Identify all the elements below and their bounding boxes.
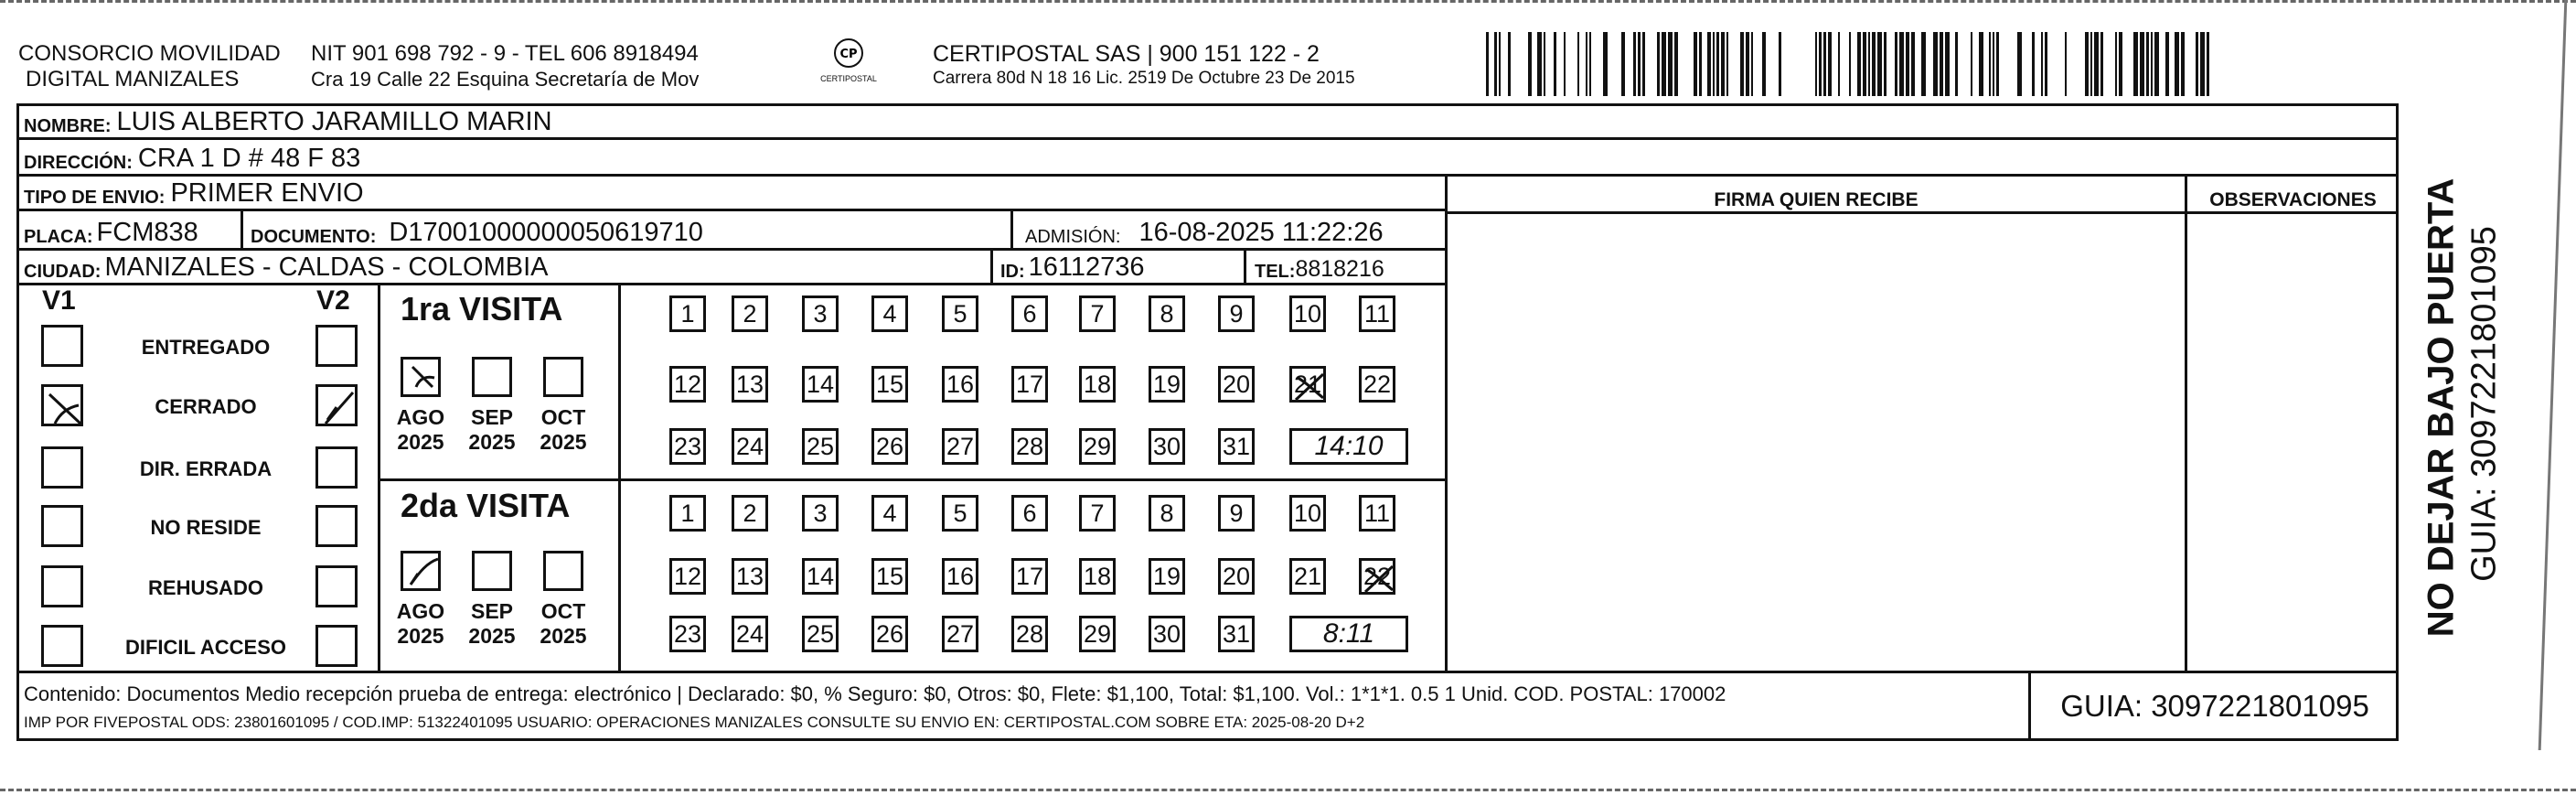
side-guia: GUIA: 3097221801095 <box>2464 226 2504 582</box>
company-name <box>18 41 302 92</box>
placa-value: FCM838 <box>96 218 198 247</box>
day-box[interactable]: 9 <box>1218 495 1255 532</box>
day-box[interactable]: 23 <box>669 616 706 652</box>
day-box[interactable]: 15 <box>871 558 908 595</box>
day-box[interactable]: 27 <box>942 616 978 652</box>
v1-checkbox[interactable] <box>41 565 83 607</box>
direccion-row <box>16 140 2399 177</box>
day-number: 21 <box>1293 370 1322 398</box>
v2-checkbox[interactable] <box>315 446 358 489</box>
nit-block <box>311 41 823 92</box>
month-year: 2025 <box>397 624 444 648</box>
day-box[interactable]: 20 <box>1218 366 1255 403</box>
side-warning: NO DEJAR BAJO PUERTA <box>2421 177 2462 638</box>
v1-label: V1 <box>42 285 76 316</box>
v1-checkbox[interactable] <box>41 625 83 667</box>
day-box[interactable]: 13 <box>732 558 768 595</box>
company-line-1: CONSORCIO MOVILIDAD <box>18 41 281 66</box>
direccion-value: CRA 1 D # 48 F 83 <box>137 144 361 173</box>
id-value: 16112736 <box>1028 252 1145 282</box>
day-box[interactable]: 6 <box>1011 495 1048 532</box>
day-box[interactable]: 24 <box>732 428 768 465</box>
day-box[interactable]: 1 <box>669 295 706 332</box>
day-box[interactable]: 28 <box>1011 428 1048 465</box>
month-name: OCT <box>540 405 586 429</box>
month-checkbox[interactable] <box>401 357 441 397</box>
courier-block <box>933 41 1481 89</box>
month-checkbox[interactable] <box>401 551 441 591</box>
handwritten-mark <box>44 387 86 429</box>
day-box[interactable]: 8 <box>1149 495 1185 532</box>
month-name: AGO <box>396 405 445 429</box>
v1-checkbox[interactable] <box>41 505 83 547</box>
handwritten-mark <box>318 387 360 429</box>
day-box[interactable]: 1 <box>669 495 706 532</box>
month-label <box>393 405 448 455</box>
day-box[interactable]: 15 <box>871 366 908 403</box>
v2-checkbox[interactable] <box>315 565 358 607</box>
bottom-edge <box>0 789 2576 795</box>
top-edge <box>0 0 2576 8</box>
handwritten-mark <box>1362 561 1398 597</box>
day-box[interactable]: 18 <box>1079 366 1116 403</box>
nombre-row <box>16 103 2399 140</box>
admision-label: ADMISIÓN: <box>1025 227 1121 247</box>
day-box[interactable] <box>1359 558 1395 595</box>
day-box[interactable]: 19 <box>1149 558 1185 595</box>
month-name: AGO <box>396 599 445 623</box>
tel-cell <box>1251 248 1384 283</box>
day-box[interactable]: 28 <box>1011 616 1048 652</box>
right-edge <box>2539 0 2568 750</box>
month-checkbox[interactable] <box>472 551 512 591</box>
footer-contenido: Contenido: Documentos Medio recepción prueba de entrega: electrónico | Declarado: $0, % Seguro: $0, Otros: $0, Flete: $1,100, Total: $1,100. Vol.: 1*1*1. 0.5 1 Unid. COD. POSTAL: 170002 <box>24 682 1726 705</box>
day-box[interactable]: 31 <box>1218 428 1255 465</box>
day-box[interactable]: 8 <box>1149 295 1185 332</box>
status-option-label: NO RESIDE <box>150 516 262 539</box>
footer-row <box>16 671 2399 741</box>
handwritten-mark <box>403 553 444 594</box>
visit-2-title: 2da VISITA <box>401 487 571 524</box>
month-checkbox[interactable] <box>472 357 512 397</box>
month-label <box>465 599 519 649</box>
month-label <box>465 405 519 455</box>
day-box[interactable]: 24 <box>732 616 768 652</box>
nit-text: NIT 901 698 792 - 9 - TEL 606 8918494 <box>311 41 699 66</box>
tipo-row <box>16 177 1445 211</box>
day-box[interactable]: 12 <box>669 558 706 595</box>
v2-label: V2 <box>316 285 350 316</box>
courier-address: Carrera 80d N 18 16 Lic. 2519 De Octubre 23 De 2015 <box>933 69 1355 88</box>
id-cell <box>990 248 1246 283</box>
day-box[interactable]: 17 <box>1011 366 1048 403</box>
day-box[interactable]: 14 <box>802 558 839 595</box>
status-option-label: DIR. ERRADA <box>139 457 273 480</box>
footer-guia: GUIA: 3097221801095 <box>2060 688 2369 723</box>
month-year: 2025 <box>468 430 516 454</box>
observaciones-header-text: OBSERVACIONES <box>2209 189 2377 210</box>
month-year: 2025 <box>397 430 444 454</box>
day-box[interactable]: 3 <box>802 295 839 332</box>
observaciones-column <box>2187 177 2399 671</box>
month-label <box>393 599 448 649</box>
day-box[interactable]: 25 <box>802 616 839 652</box>
day-box[interactable]: 16 <box>942 558 978 595</box>
month-year: 2025 <box>468 624 516 648</box>
svg-text:CP: CP <box>839 48 858 61</box>
logo-icon <box>830 37 867 70</box>
day-box[interactable]: 21 <box>1289 558 1326 595</box>
tipo-value: PRIMER ENVIO <box>170 178 364 208</box>
v1-checkbox[interactable] <box>41 325 83 367</box>
day-box[interactable]: 30 <box>1149 428 1185 465</box>
day-box[interactable]: 11 <box>1359 295 1395 332</box>
v1-checkbox[interactable] <box>41 384 83 426</box>
day-box[interactable]: 16 <box>942 366 978 403</box>
day-box[interactable]: 3 <box>802 495 839 532</box>
barcode <box>1486 32 2218 96</box>
month-name: SEP <box>470 405 514 429</box>
certipostal-logo <box>812 37 885 90</box>
v1-checkbox[interactable] <box>41 446 83 489</box>
day-number: 22 <box>1363 562 1392 590</box>
month-checkbox[interactable] <box>543 357 583 397</box>
side-text <box>2405 128 2504 677</box>
day-box[interactable]: 13 <box>732 366 768 403</box>
month-label <box>536 599 591 649</box>
tel-value: 8818216 <box>1295 256 1384 282</box>
handwritten-mark <box>403 360 444 400</box>
day-box[interactable]: 20 <box>1218 558 1255 595</box>
day-box[interactable]: 30 <box>1149 616 1185 652</box>
placa-cell <box>24 211 198 248</box>
placa-row <box>16 211 1445 251</box>
day-box[interactable]: 12 <box>669 366 706 403</box>
observaciones-header <box>2187 177 2399 214</box>
month-name: SEP <box>470 599 514 623</box>
v2-checkbox[interactable] <box>315 505 358 547</box>
footer-imp: IMP POR FIVEPOSTAL ODS: 23801601095 / COD.IMP: 51322401095 USUARIO: OPERACIONES MANIZALES CONSULTE SU ENVIO EN: CERTIPOSTAL.COM SOBRE ETA: 2025-08-20 D+2 <box>24 714 1365 731</box>
day-box[interactable]: 2 <box>732 495 768 532</box>
day-box[interactable]: 4 <box>871 495 908 532</box>
month-checkbox[interactable] <box>543 551 583 591</box>
placa-label: PLACA: <box>24 227 93 247</box>
day-box[interactable]: 29 <box>1079 616 1116 652</box>
documento-cell <box>240 211 1013 248</box>
v2-checkbox[interactable] <box>315 384 358 426</box>
handwritten-mark <box>1292 369 1329 405</box>
day-box[interactable]: 2 <box>732 295 768 332</box>
day-box[interactable]: 22 <box>1359 366 1395 403</box>
day-box[interactable]: 14 <box>802 366 839 403</box>
handwritten-time-box: 14:10 <box>1289 428 1408 465</box>
company-line-2: DIGITAL MANIZALES <box>26 67 240 91</box>
nombre-label: NOMBRE: <box>24 116 112 136</box>
courier-name: CERTIPOSTAL SAS | 900 151 122 - 2 <box>933 41 1320 67</box>
day-box[interactable] <box>1289 366 1326 403</box>
status-option-label: CERRADO <box>155 395 257 418</box>
ciudad-cell <box>24 248 548 283</box>
day-box[interactable]: 29 <box>1079 428 1116 465</box>
day-box[interactable]: 9 <box>1218 295 1255 332</box>
tipo-label: TIPO DE ENVIO: <box>24 188 166 208</box>
day-box[interactable]: 10 <box>1289 295 1326 332</box>
firma-column <box>1445 177 2187 671</box>
firma-header <box>1448 177 2185 214</box>
day-box[interactable]: 5 <box>942 495 978 532</box>
day-box[interactable]: 17 <box>1011 558 1048 595</box>
day-box[interactable]: 11 <box>1359 495 1395 532</box>
documento-label: DOCUMENTO: <box>251 227 377 247</box>
status-option-label: DIFICIL ACCESO <box>124 636 286 659</box>
v2-checkbox[interactable] <box>315 625 358 667</box>
day-box[interactable]: 6 <box>1011 295 1048 332</box>
day-box[interactable]: 19 <box>1149 366 1185 403</box>
day-box[interactable]: 31 <box>1218 616 1255 652</box>
month-year: 2025 <box>540 624 587 648</box>
month-name: OCT <box>540 599 586 623</box>
month-label <box>536 405 591 455</box>
id-label: ID: <box>1000 262 1025 282</box>
direccion-label: DIRECCIÓN: <box>24 153 133 173</box>
day-box[interactable]: 25 <box>802 428 839 465</box>
admision-cell <box>1018 211 1384 248</box>
firma-header-text: FIRMA QUIEN RECIBE <box>1714 189 1919 210</box>
company-address: Cra 19 Calle 22 Esquina Secretaría de Mov <box>311 68 700 91</box>
day-box[interactable]: 23 <box>669 428 706 465</box>
admision-value: 16-08-2025 11:22:26 <box>1138 218 1384 247</box>
day-box[interactable]: 5 <box>942 295 978 332</box>
day-box[interactable]: 4 <box>871 295 908 332</box>
ciudad-label: CIUDAD: <box>24 262 102 282</box>
footer-guia-box <box>2028 671 2399 741</box>
day-box[interactable]: 26 <box>871 616 908 652</box>
day-box[interactable]: 18 <box>1079 558 1116 595</box>
day-box[interactable]: 27 <box>942 428 978 465</box>
visit-1-title: 1ra VISITA <box>401 290 563 328</box>
tel-label: TEL: <box>1255 262 1296 282</box>
nombre-value: LUIS ALBERTO JARAMILLO MARIN <box>116 107 552 136</box>
status-option-label: REHUSADO <box>148 576 263 599</box>
logo-text: CERTIPOSTAL <box>820 74 877 83</box>
day-box[interactable]: 7 <box>1079 295 1116 332</box>
day-box[interactable]: 26 <box>871 428 908 465</box>
documento-value: D17001000000050619710 <box>389 218 703 247</box>
status-option-label: ENTREGADO <box>141 336 271 359</box>
day-box[interactable]: 10 <box>1289 495 1326 532</box>
v2-checkbox[interactable] <box>315 325 358 367</box>
day-box[interactable]: 7 <box>1079 495 1116 532</box>
ciudad-value: MANIZALES - CALDAS - COLOMBIA <box>104 252 549 282</box>
ciudad-row <box>16 248 1445 285</box>
month-year: 2025 <box>540 430 587 454</box>
handwritten-time-box: 8:11 <box>1289 616 1408 652</box>
